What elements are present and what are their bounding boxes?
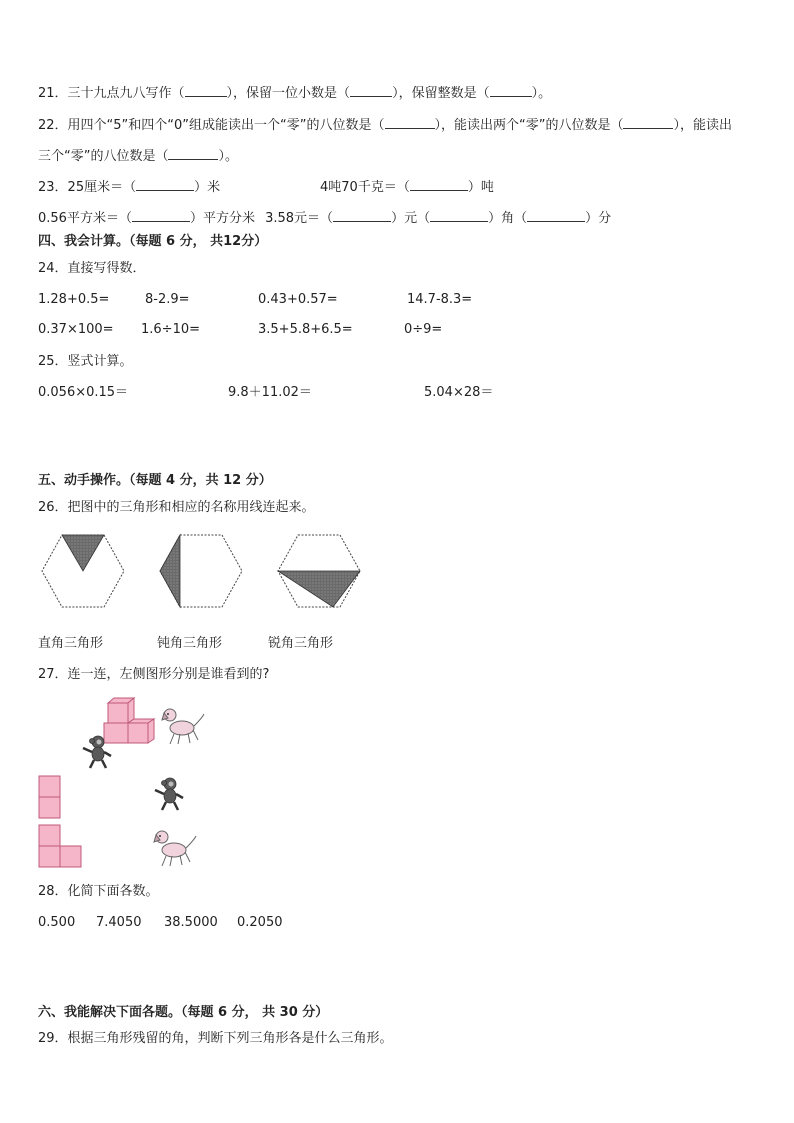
q22-text-d: 三个“零”的八位数是（ [38, 149, 169, 164]
q26-label-right-triangle: 直角三角形 [38, 636, 104, 651]
q28-title: 28．化简下面各数。 [38, 884, 159, 899]
answer-blank[interactable] [132, 209, 190, 222]
question-22-cont [38, 147, 238, 165]
question-21 [38, 84, 551, 102]
dog-icon [152, 828, 200, 870]
view-shape-l [38, 824, 84, 868]
shaded-triangle[interactable] [160, 535, 180, 607]
q23-text-b: ）米 [194, 180, 221, 195]
section-6-heading: 六、我能解决下面各题。（每题 6 分， 共 30 分） [38, 1005, 329, 1020]
q25-item: 5.04×28＝ [424, 385, 494, 400]
q23-text-g: 3.58元＝（ [265, 211, 334, 226]
question-23-row2 [38, 209, 611, 227]
q24-item: 8-2.9= [145, 292, 190, 307]
question-23-row1 [38, 178, 220, 196]
q26-title: 26．把图中的三角形和相应的名称用线连起来。 [38, 500, 315, 515]
q22-text-b: ），能读出两个“零”的八位数是（ [434, 118, 624, 133]
dog-icon [160, 706, 208, 748]
q28-item: 0.500 [38, 915, 76, 930]
answer-blank[interactable] [185, 84, 227, 97]
answer-blank[interactable] [430, 209, 488, 222]
q24-item: 1.28+0.5= [38, 292, 110, 307]
q23-text-c: 4吨70千克＝（ [320, 180, 410, 195]
q23-text-a: 23．25厘米＝（ [38, 180, 137, 195]
q23-text-d: ）吨 [467, 180, 494, 195]
section-5-heading: 五、动手操作。（每题 4 分，共 12 分） [38, 473, 272, 488]
answer-blank[interactable] [623, 116, 673, 129]
q24-item: 0.43+0.57= [258, 292, 338, 307]
answer-blank[interactable] [333, 209, 391, 222]
q24-item: 14.7-8.3= [407, 292, 473, 307]
view-shape-vertical [38, 775, 62, 819]
q23-text-h: ）元（ [391, 211, 431, 226]
q24-item: 0÷9= [404, 322, 443, 337]
q25-item: 0.056×0.15＝ [38, 385, 129, 400]
q24-title: 24．直接写得数． [38, 261, 146, 276]
answer-blank[interactable] [350, 84, 392, 97]
q21-text-c: ），保留整数是（ [392, 86, 490, 101]
q24-item: 1.6÷10= [141, 322, 201, 337]
q28-item: 38.5000 [164, 915, 218, 930]
q22-text-a: 22．用四个“5”和四个“0”组成能读出一个“零”的八位数是（ [38, 118, 385, 133]
q23-text-i: ）角（ [488, 211, 528, 226]
shaded-triangle[interactable] [62, 535, 104, 571]
answer-blank[interactable] [527, 209, 585, 222]
q24-item: 0.37×100= [38, 322, 114, 337]
answer-blank[interactable] [490, 84, 532, 97]
q21-text-b: ），保留一位小数是（ [226, 86, 351, 101]
q27-title: 27．连一连，左侧图形分别是谁看到的? [38, 667, 270, 682]
q26-label-obtuse-triangle: 钝角三角形 [157, 636, 223, 651]
section-4-heading: 四、我会计算。（每题 6 分， 共12分） [38, 234, 268, 249]
hexagon-figure-1 [38, 531, 128, 611]
q28-item: 0.2050 [237, 915, 283, 930]
q23-text-e: 0.56平方米＝（ [38, 211, 132, 226]
q25-item: 9.8＋11.02＝ [228, 385, 312, 400]
answer-blank[interactable] [385, 116, 435, 129]
q23-text-j: ）分 [585, 211, 612, 226]
shaded-triangle[interactable] [278, 571, 360, 607]
hexagon-figure-3 [273, 531, 365, 611]
q22-text-c: ），能读出 [673, 118, 732, 133]
answer-blank[interactable] [168, 147, 218, 160]
question-22 [38, 116, 732, 134]
monkey-icon [152, 776, 188, 814]
q21-text-a: 21．三十九点九八写作（ [38, 86, 185, 101]
q23-text-f: ）平方分米 [189, 211, 255, 226]
q26-label-acute-triangle: 锐角三角形 [268, 636, 334, 651]
q24-item: 3.5+5.8+6.5= [258, 322, 353, 337]
answer-blank[interactable] [136, 178, 194, 191]
q21-text-d: ）。 [531, 86, 552, 101]
q28-item: 7.4050 [96, 915, 142, 930]
q25-title: 25．竖式计算。 [38, 354, 133, 369]
question-23-row1-right [320, 178, 494, 196]
q22-text-e: ）。 [218, 149, 238, 164]
q29-title: 29．根据三角形残留的角，判断下列三角形各是什么三角形。 [38, 1031, 393, 1046]
monkey-icon [80, 734, 116, 772]
answer-blank[interactable] [410, 178, 468, 191]
hexagon-figure-2 [155, 531, 245, 611]
